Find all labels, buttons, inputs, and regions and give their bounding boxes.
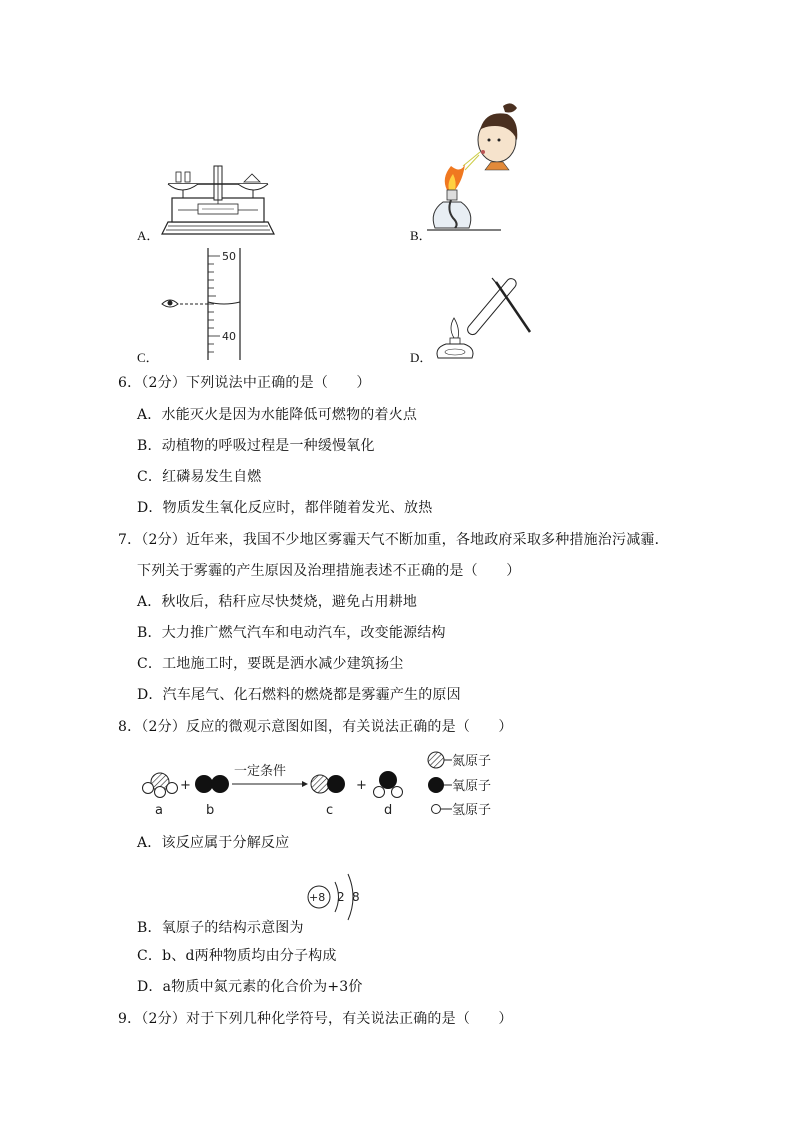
q6-option-c: C．红磷易发生自燃: [137, 469, 262, 485]
label-d: d: [384, 803, 393, 818]
question-7-stem-line1: 7．（2分）近年来，我国不少地区雾霾天气不断加重，各地政府采取多种措施治污减霾．: [118, 532, 669, 548]
cylinder-bottom-mark: 40: [222, 330, 236, 343]
label-b: b: [206, 803, 215, 818]
molecule-c: [311, 775, 345, 793]
heating-test-tube-illustration: [430, 268, 540, 364]
legend-hydrogen: 氢原子: [452, 803, 492, 818]
q8-option-a: A．该反应属于分解反应: [137, 835, 290, 851]
reaction-micro-diagram: [136, 748, 516, 824]
q7-option-a: A．秋收后，秸秆应尽快焚烧，避免占用耕地: [137, 594, 418, 610]
q7-option-c: C．工地施工时，要既是洒水减少建筑扬尘: [137, 656, 404, 672]
q8-option-d: D．a物质中氮元素的化合价为+3价: [137, 979, 363, 995]
option-a-label: A．: [137, 228, 160, 243]
label-a: a: [155, 803, 163, 818]
q7-option-d: D．汽车尾气、化石燃料的燃烧都是雾霾产生的原因: [137, 687, 461, 703]
molecule-d: [374, 771, 403, 798]
measuring-cylinder-illustration: [158, 246, 258, 362]
q6-option-b: B．动植物的呼吸过程是一种缓慢氧化: [137, 438, 375, 454]
plus-1: +: [180, 778, 191, 793]
plus-2: +: [356, 778, 367, 793]
molecule-b: [195, 775, 229, 793]
nucleus-charge: +8: [309, 891, 326, 904]
legend: [428, 752, 491, 818]
option-b-label: B．: [410, 228, 432, 243]
question-9-stem: 9．（2分）对于下列几种化学符号，有关说法正确的是（ ）: [118, 1011, 513, 1027]
question-8-stem: 8．（2分）反应的微观示意图如图，有关说法正确的是（ ）: [118, 719, 513, 735]
shell-1-electrons: 2: [337, 890, 345, 904]
question-7-stem-line2: 下列关于雾霾的产生原因及治理措施表述不正确的是（ ）: [137, 563, 521, 579]
legend-oxygen: 氧原子: [452, 779, 492, 794]
shell-2-electrons: 8: [352, 890, 360, 904]
reaction-condition: 一定条件: [234, 764, 287, 779]
question-6-stem: 6．（2分）下列说法中正确的是（ ）: [118, 375, 371, 391]
molecule-a: [143, 773, 178, 798]
blowing-alcohol-lamp-illustration: [425, 100, 535, 242]
balance-scale-illustration: [158, 158, 278, 240]
option-c-label: C．: [137, 350, 159, 365]
q8-option-b: B．氧原子的结构示意图为: [137, 920, 304, 936]
oxygen-atom-structure-diagram: [302, 868, 368, 928]
q6-option-a: A．水能灭火是因为水能降低可燃物的着火点: [137, 407, 418, 423]
q6-option-d: D．物质发生氧化反应时，都伴随着发光、放热: [137, 500, 433, 516]
q8-option-c: C．b、d两种物质均由分子构成: [137, 948, 337, 964]
cylinder-top-mark: 50: [222, 250, 236, 263]
legend-nitrogen: 氮原子: [452, 754, 492, 769]
option-d-label: D．: [410, 350, 433, 365]
label-c: c: [326, 803, 334, 818]
q7-option-b: B．大力推广燃气汽车和电动汽车，改变能源结构: [137, 625, 446, 641]
